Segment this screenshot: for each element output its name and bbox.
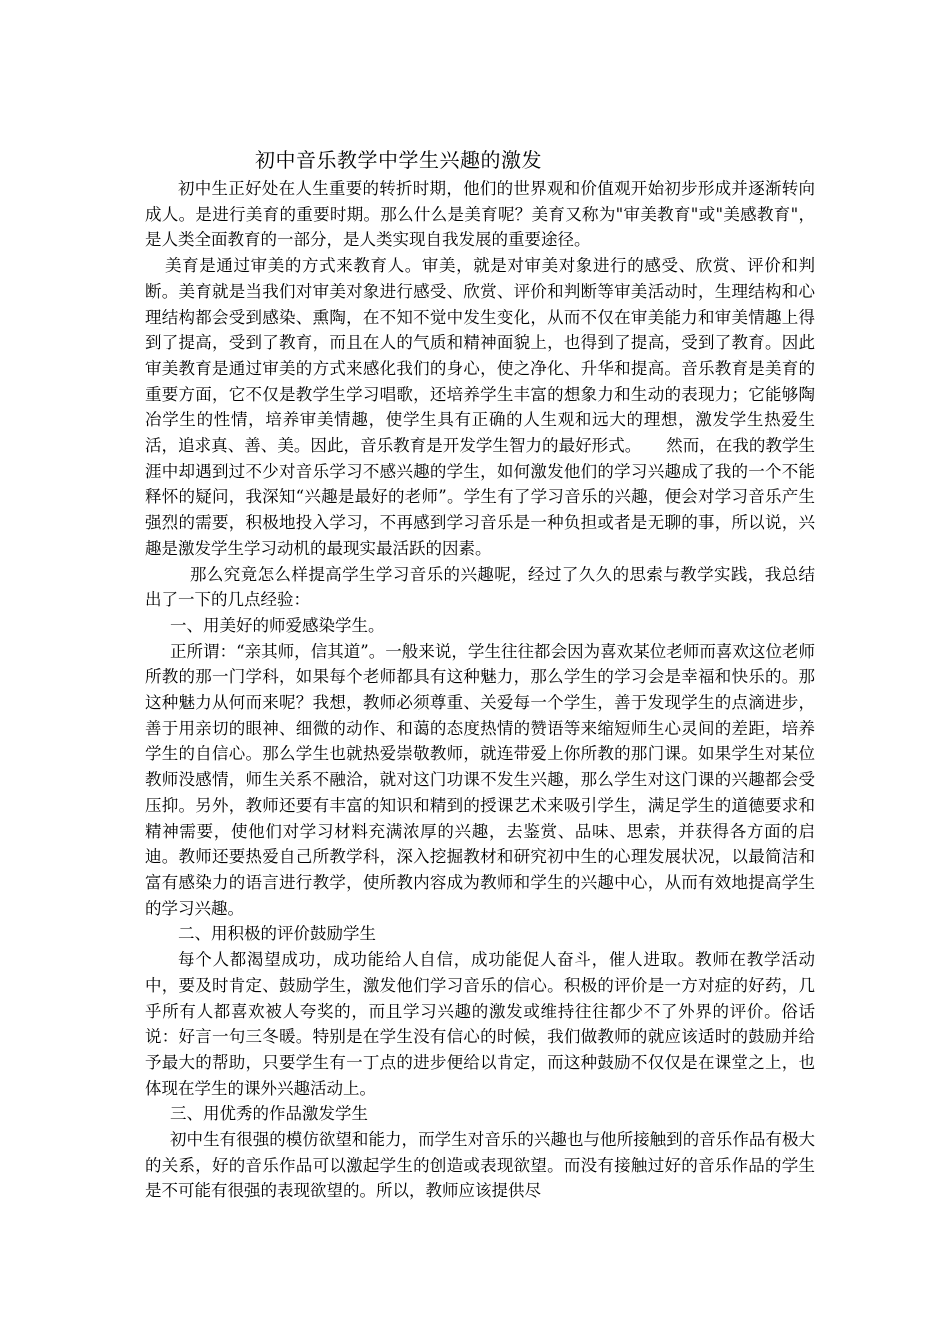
intro-paragraph: 初中生正好处在人生重要的转折时期，他们的世界观和价值观开始初步形成并逐渐转向成人。是进行美育的重要时期。那么什么是美育呢？美育又称为"审美教育"或"美感教育"，是人类全面教育的一部分，是人类实现自我发展的重要途径。 [145,179,815,250]
section-2-paragraph: 每个人都渴望成功，成功能给人自信，成功能促人奋斗，催人进取。教师在教学活动中，要及时肯定、鼓励学生，激发他们学习音乐的信心。积极的评价是一方对症的好药，几乎所有人都喜欢被人夸奖的，而且学习兴趣的激发或维持往往都少不了外界的评价。俗话说：好言一句三冬暖。特别是在学生没有信心的时候，我们做教师的就应该适时的鼓励并给予最大的帮助，只要学生有一丁点的进步便给以肯定，而这种鼓励不仅仅是在课堂之上，也体现在学生的课外兴趣活动上。 [145,950,815,1098]
section-heading-2: 二、用积极的评价鼓励学生 [178,924,376,944]
aesthetic-education-paragraph: 美育是通过审美的方式来教育人。审美，就是对审美对象进行的感受、欣赏、评价和判断。美育就是当我们对审美对象进行感受、欣赏、评价和判断等审美活动时，生理结构和心理结构都会受到感染、熏陶，在不知不觉中发生变化，从而不仅在审美能力和审美情趣上得到了提高，受到了教育，而且在人的气质和精神面貌上，也得到了提高，受到了教育。因此审美教育是通过审美的方式来感化我们的身心，使之净化、升华和提高。音乐教育是美育的重要方面，它不仅是教学生学习唱歌，还培养学生丰富的想象力和生动的表现力；它能够陶冶学生的性情，培养审美情趣，使学生具有正确的人生观和远大的理想，激发学生热爱生活，追求真、善、美。因此，音乐教育是开发学生智力的最好形式。 然而，在我的教学生涯中却遇到过不少对音乐学习不感兴趣的学生，如何激发他们的学习兴趣成了我的一个不能释怀的疑问，我深知“兴趣是最好的老师”。学生有了学习音乐的兴趣，便会对学习音乐产生强烈的需要，积极地投入学习，不再感到学习音乐是一种负担或者是无聊的事，所以说，兴趣是激发学生学习动机的最现实最活跃的因素。 [145,256,815,558]
section-3-paragraph: 初中生有很强的模仿欲望和能力，而学生对音乐的兴趣也与他所接触到的音乐作品有极大的关系，好的音乐作品可以激起学生的创造或表现欲望。而没有接触过好的音乐作品的学生是不可能有很强的表现欲望的。所以，教师应该提供尽 [145,1130,815,1201]
question-paragraph: 那么究竟怎么样提高学生学习音乐的兴趣呢，经过了久久的思索与教学实践，我总结出了一下的几点经验： [145,564,815,610]
document-page [145,146,815,1204]
document-title: 初中音乐教学中学生兴趣的激发 [255,148,542,172]
section-heading-3: 三、用优秀的作品激发学生 [170,1104,368,1124]
section-1-paragraph: 正所谓：“亲其师，信其道”。一般来说，学生往往都会因为喜欢某位老师而喜欢这位老师所教的那一门学科，如果每个老师都具有这种魅力，那么学生的学习会是幸福和快乐的。那这种魅力从何而来呢？我想，教师必须尊重、关爱每一个学生，善于发现学生的点滴进步，善于用亲切的眼神、细微的动作、和蔼的态度热情的赞语等来缩短师生心灵间的差距，培养学生的自信心。那么学生也就热爱崇敬教师，就连带爱上你所教的那门课。如果学生对某位教师没感情，师生关系不融洽，就对这门功课不发生兴趣，那么学生对这门课的兴趣都会受压抑。另外，教师还要有丰富的知识和精到的授课艺术来吸引学生，满足学生的道德要求和精神需要，使他们对学习材料充满浓厚的兴趣，去鉴赏、品味、思索，并获得各方面的启迪。教师还要热爱自己所教学科，深入挖掘教材和研究初中生的心理发展状况，以最简洁和富有感染力的语言进行教学，使所教内容成为教师和学生的兴趣中心，从而有效地提高学生的学习兴趣。 [145,641,815,918]
section-heading-1: 一、用美好的师爱感染学生。 [170,615,385,635]
